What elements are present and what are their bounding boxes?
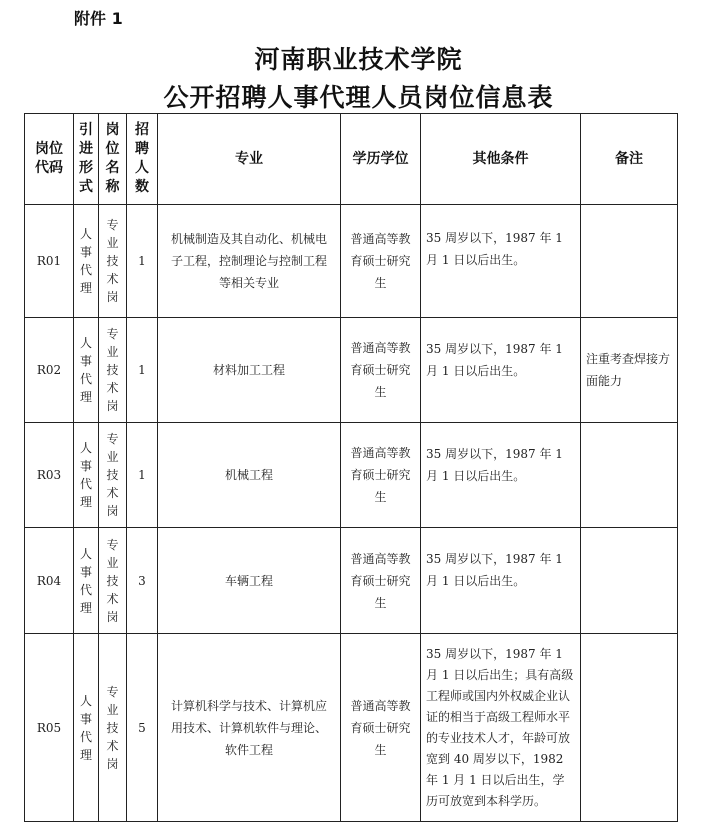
cell-conditions: 35 周岁以下，1987 年 1 月 1 日以后出生。 <box>421 318 581 423</box>
header-major: 专业 <box>158 114 341 205</box>
attachment-label: 附件 1 <box>74 9 123 28</box>
cell-method: 人事代理 <box>74 528 99 634</box>
cell-degree: 普通高等教育硕士研究生 <box>341 205 421 318</box>
table-row <box>25 205 678 318</box>
cell-major: 机械制造及其自动化、机械电子工程，控制理论与控制工程等相关专业 <box>158 205 341 318</box>
cell-count: 1 <box>127 205 158 318</box>
cell-major: 车辆工程 <box>158 528 341 634</box>
cell-major: 机械工程 <box>158 423 341 528</box>
table-row <box>25 528 678 634</box>
cell-count: 1 <box>127 318 158 423</box>
cell-code: R02 <box>25 318 74 423</box>
cell-degree: 普通高等教育硕士研究生 <box>341 528 421 634</box>
cell-method: 人事代理 <box>74 423 99 528</box>
cell-degree: 普通高等教育硕士研究生 <box>341 423 421 528</box>
cell-position: 专业技术岗 <box>99 528 127 634</box>
cell-conditions: 35 周岁以下，1987 年 1 月 1 日以后出生。 <box>421 423 581 528</box>
cell-method: 人事代理 <box>74 205 99 318</box>
cell-conditions: 35 周岁以下，1987 年 1 月 1 日以后出生。 <box>421 528 581 634</box>
cell-remarks: 注重考查焊接方面能力 <box>581 318 678 423</box>
position-info-table <box>24 113 678 822</box>
header-degree: 学历学位 <box>341 114 421 205</box>
cell-degree: 普通高等教育硕士研究生 <box>341 318 421 423</box>
header-method: 引进形式 <box>74 114 99 205</box>
cell-count: 5 <box>127 634 158 822</box>
document-subtitle: 公开招聘人事代理人员岗位信息表 <box>163 83 554 112</box>
cell-position: 专业技术岗 <box>99 634 127 822</box>
header-remarks: 备注 <box>581 114 678 205</box>
table-row <box>25 318 678 423</box>
cell-conditions: 35 周岁以下，1987 年 1 月 1 日以后出生；具有高级工程师或国内外权威企业认证的相当于高级工程师水平的专业技术人才，年龄可放宽到 40 周岁以下，1982 年 1 月 1 日以后出生，学历可放宽到本科学历。 <box>421 634 581 822</box>
header-count: 招聘人数 <box>127 114 158 205</box>
document-title: 河南职业技术学院 <box>254 45 463 74</box>
cell-code: R03 <box>25 423 74 528</box>
cell-position: 专业技术岗 <box>99 423 127 528</box>
cell-major: 材料加工工程 <box>158 318 341 423</box>
header-row <box>25 114 678 205</box>
cell-conditions: 35 周岁以下，1987 年 1 月 1 日以后出生。 <box>421 205 581 318</box>
cell-remarks <box>581 205 678 318</box>
cell-code: R05 <box>25 634 74 822</box>
table-row <box>25 634 678 822</box>
header-position: 岗位名称 <box>99 114 127 205</box>
cell-code: R04 <box>25 528 74 634</box>
cell-method: 人事代理 <box>74 318 99 423</box>
table-row <box>25 423 678 528</box>
cell-position: 专业技术岗 <box>99 318 127 423</box>
header-conditions: 其他条件 <box>421 114 581 205</box>
cell-count: 3 <box>127 528 158 634</box>
cell-remarks <box>581 634 678 822</box>
cell-position: 专业技术岗 <box>99 205 127 318</box>
cell-major: 计算机科学与技术、计算机应用技术、计算机软件与理论、软件工程 <box>158 634 341 822</box>
header-code: 岗位代码 <box>25 114 74 205</box>
cell-code: R01 <box>25 205 74 318</box>
cell-method: 人事代理 <box>74 634 99 822</box>
cell-remarks <box>581 423 678 528</box>
cell-count: 1 <box>127 423 158 528</box>
cell-remarks <box>581 528 678 634</box>
cell-degree: 普通高等教育硕士研究生 <box>341 634 421 822</box>
